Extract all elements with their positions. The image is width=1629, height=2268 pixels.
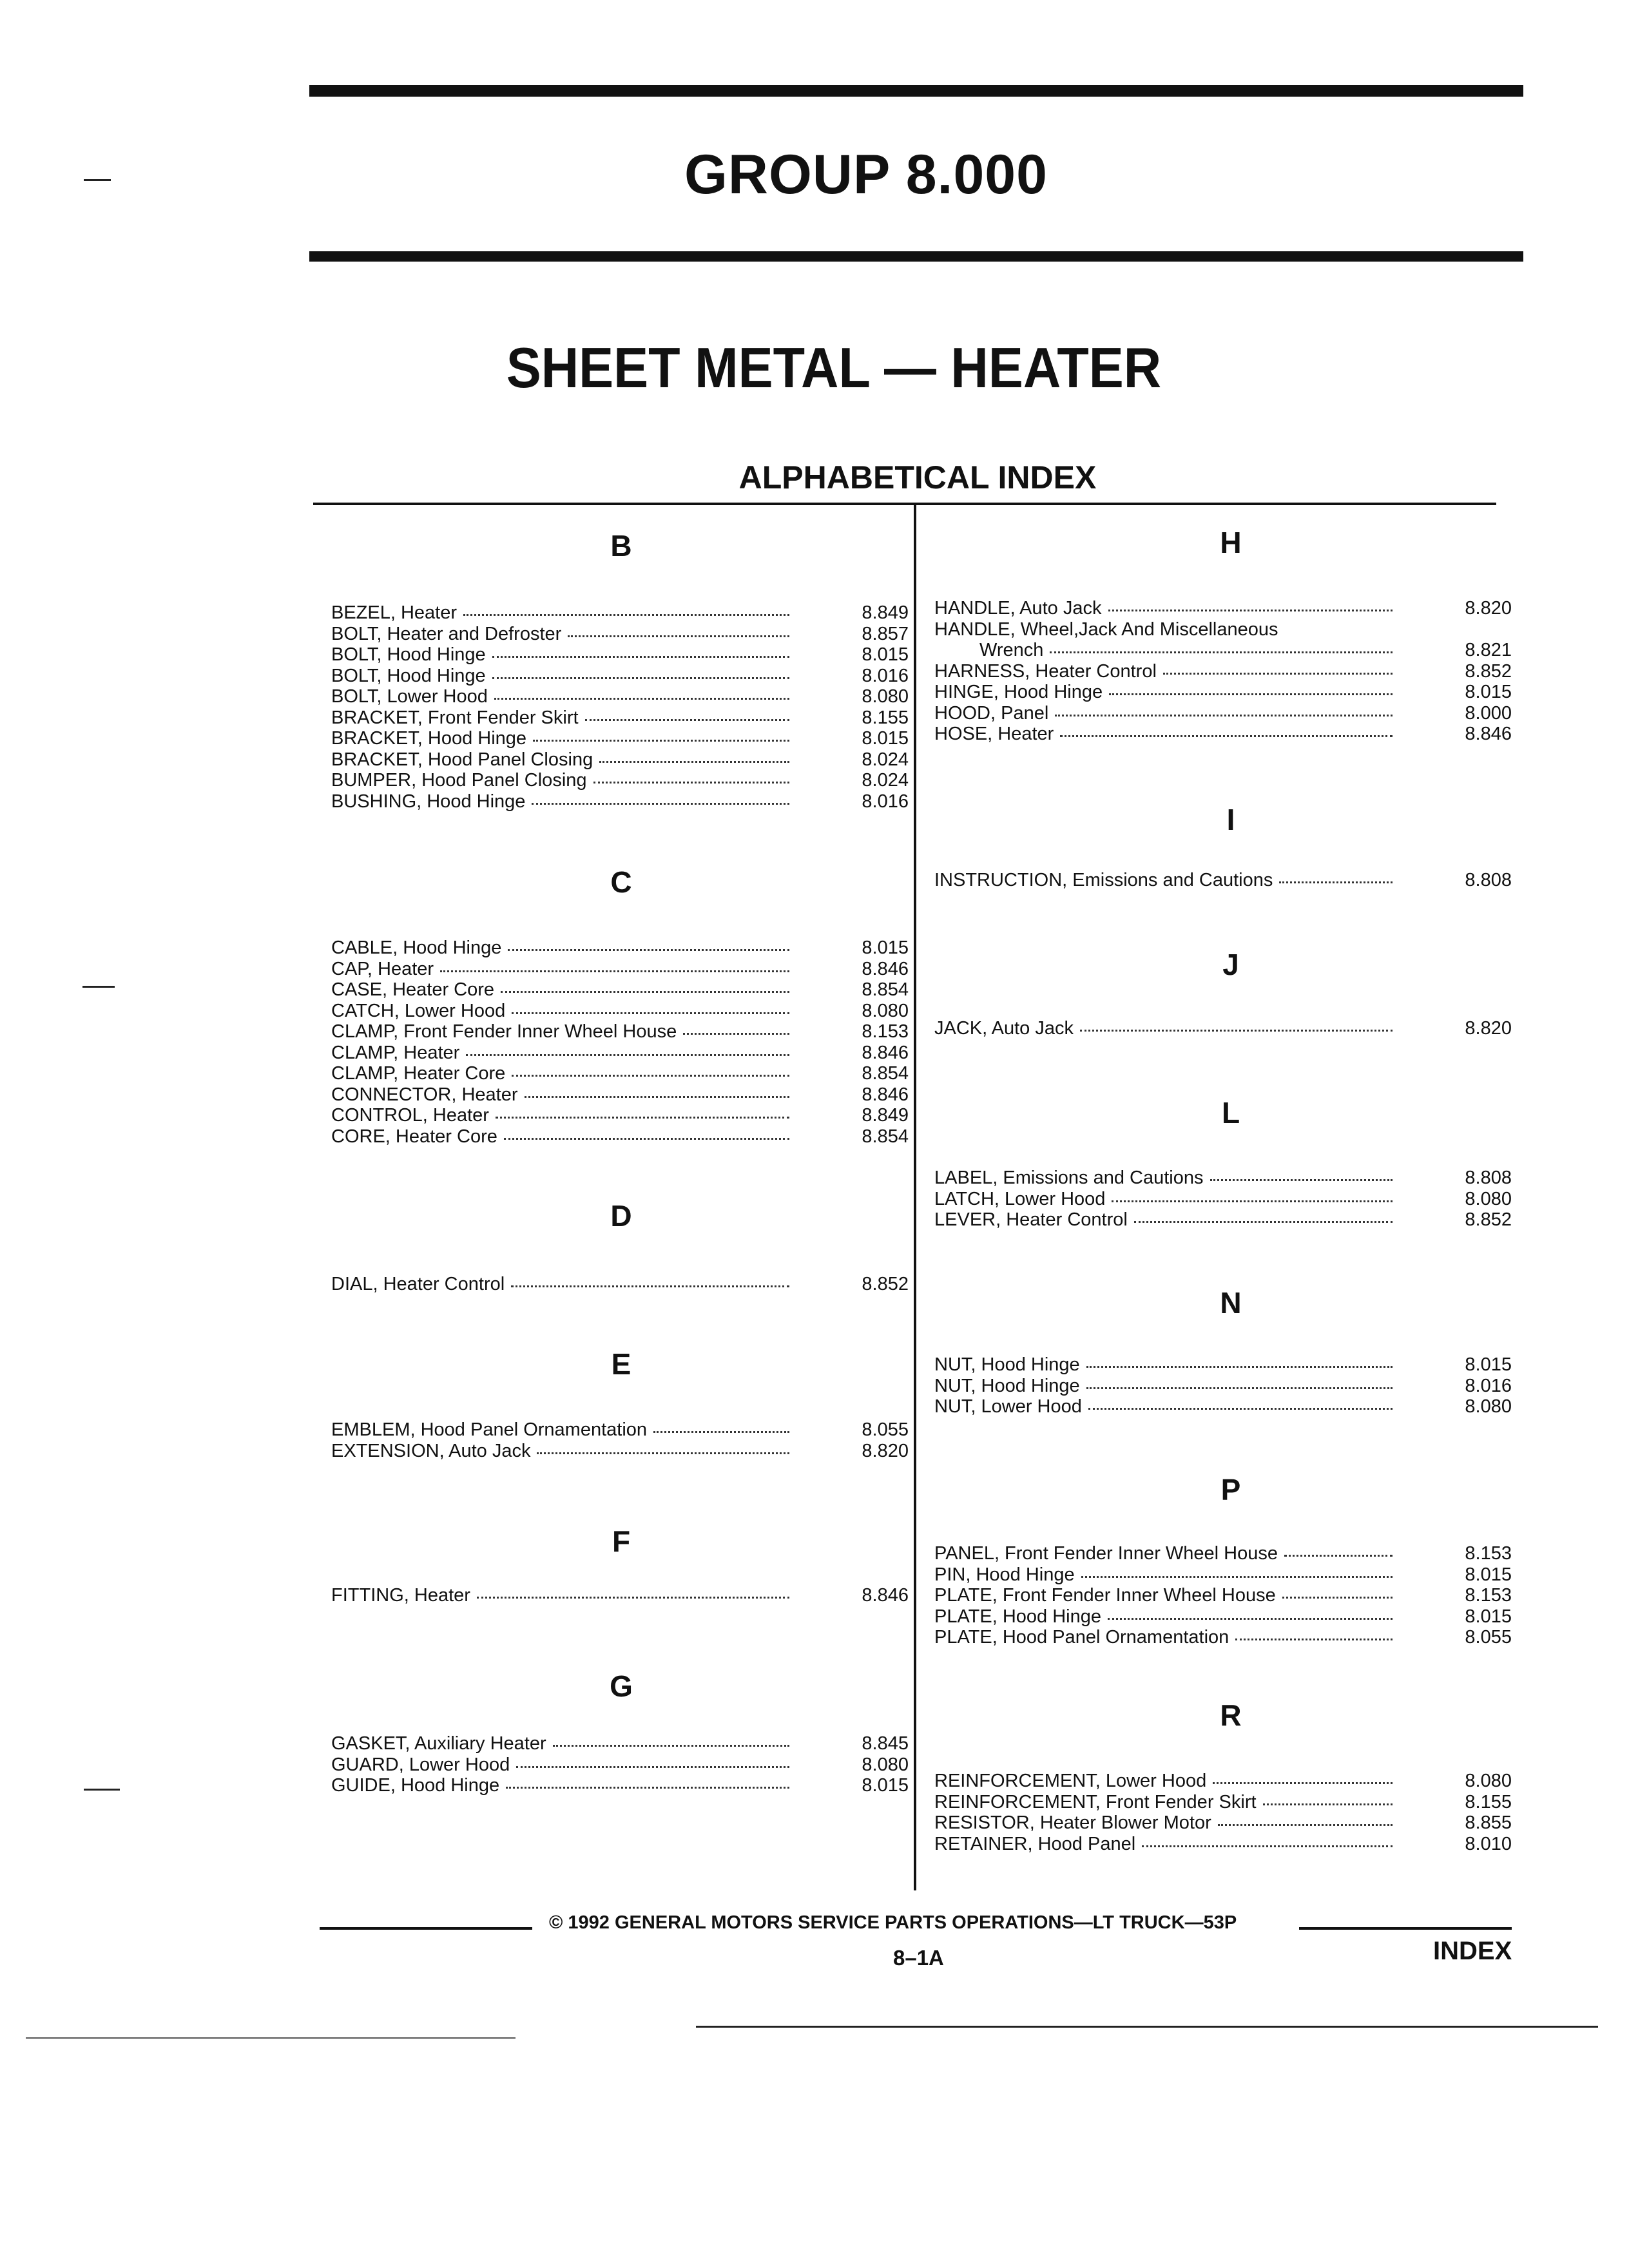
index-entry (331, 1021, 909, 1042)
entry-text: PANEL, Front Fender Inner Wheel House (934, 1543, 1278, 1564)
entry-text: BRACKET, Hood Panel Closing (331, 749, 593, 770)
index-entry (331, 1043, 909, 1063)
section-letter-h: H (1220, 526, 1242, 559)
entry-reference: 8.055 (1465, 1627, 1512, 1648)
section-letter-e: E (611, 1347, 631, 1381)
index-entry (331, 1733, 909, 1754)
section-letter-l: L (1221, 1096, 1240, 1129)
dot-leader (1235, 1637, 1393, 1640)
scan-bottom-line-right (696, 2026, 1598, 2028)
index-entry (331, 1084, 909, 1105)
index-entry (331, 686, 909, 707)
entry-reference: 8.015 (1465, 682, 1512, 702)
entry-text: EMBLEM, Hood Panel Ornamentation (331, 1419, 648, 1440)
dot-leader (506, 1785, 789, 1789)
entry-text: RETAINER, Hood Panel (934, 1833, 1136, 1854)
sheet-title: SHEET METAL — HEATER (506, 336, 1162, 399)
section-letter-n: N (1220, 1286, 1242, 1320)
entry-text: RESISTOR, Heater Blower Motor (934, 1812, 1211, 1833)
index-entry (934, 1018, 1512, 1039)
dot-leader (525, 1094, 789, 1098)
entry-text: CLAMP, Heater (331, 1042, 460, 1063)
section-letter-i: I (1226, 803, 1235, 836)
index-entry (331, 644, 909, 665)
entry-text: LATCH, Lower Hood (934, 1188, 1106, 1209)
entry-text: HOOD, Panel (934, 702, 1049, 724)
dot-leader (1284, 1553, 1393, 1557)
entry-reference: 8.849 (862, 1105, 909, 1126)
entry-reference: 8.808 (1465, 1168, 1512, 1188)
section-letter-f: F (612, 1524, 631, 1558)
entry-text: HINGE, Hood Hinge (934, 682, 1103, 702)
entry-reference: 8.821 (1465, 640, 1512, 660)
entry-text: CORE, Heater Core (331, 1126, 497, 1147)
dot-leader (1081, 1574, 1393, 1578)
entry-reference: 8.155 (862, 707, 909, 728)
entry-reference: 8.016 (862, 665, 909, 686)
entry-text: BRACKET, Front Fender Skirt (331, 707, 579, 728)
dot-leader (1282, 1595, 1393, 1599)
entry-text: HANDLE, Wheel,Jack And Miscellaneous (934, 619, 1278, 640)
entry-text: CLAMP, Heater Core (331, 1063, 506, 1084)
dot-leader (477, 1595, 789, 1599)
index-entry (934, 1627, 1512, 1648)
entry-reference: 8.846 (862, 958, 909, 979)
dot-leader (533, 738, 789, 742)
entry-text: BUSHING, Hood Hinge (331, 791, 526, 812)
dot-leader (463, 612, 789, 616)
entry-reference: 8.845 (862, 1733, 909, 1754)
entry-text: BOLT, Hood Hinge (331, 665, 486, 686)
dot-leader (512, 1073, 789, 1077)
index-entry (934, 661, 1512, 682)
dot-leader (492, 675, 789, 679)
entry-text: CONTROL, Heater (331, 1105, 489, 1126)
entry-reference: 8.849 (862, 602, 909, 623)
entry-text: PLATE, Hood Panel Ornamentation (934, 1627, 1229, 1648)
entry-reference: 8.080 (1465, 1188, 1512, 1209)
index-entry (934, 1585, 1512, 1606)
entry-text: LEVER, Heater Control (934, 1209, 1128, 1230)
entry-text: INSTRUCTION, Emissions and Cautions (934, 870, 1273, 890)
entry-reference: 8.024 (862, 770, 909, 791)
index-entry (934, 619, 1512, 640)
section-letter-j: J (1222, 948, 1239, 981)
entry-reference: 8.153 (862, 1021, 909, 1042)
dot-leader (516, 1764, 789, 1768)
index-entry (934, 1168, 1512, 1188)
dot-leader (568, 633, 789, 637)
index-entry (331, 1001, 909, 1021)
index-entry (331, 666, 909, 686)
page-number: 8–1A (893, 1946, 944, 1970)
dot-leader (512, 1010, 789, 1014)
dot-leader (1163, 671, 1393, 675)
entry-reference: 8.016 (862, 791, 909, 812)
dot-leader (1142, 1843, 1393, 1847)
entry-text: HOSE, Heater (934, 724, 1054, 744)
dot-leader (1109, 691, 1393, 695)
entry-text: GUIDE, Hood Hinge (331, 1775, 500, 1796)
dot-leader (593, 780, 789, 783)
index-entry (934, 1771, 1512, 1791)
entry-text: JACK, Auto Jack (934, 1018, 1074, 1039)
entry-reference: 8.024 (862, 749, 909, 770)
entry-text: BOLT, Hood Hinge (331, 644, 486, 665)
entry-reference: 8.055 (862, 1419, 909, 1440)
index-entry (934, 1812, 1512, 1833)
index-entry (934, 1834, 1512, 1854)
index-entry (934, 1792, 1512, 1812)
index-entry (331, 791, 909, 812)
dot-leader (496, 1115, 789, 1119)
dot-leader (1055, 713, 1393, 716)
index-entry (934, 682, 1512, 702)
dot-leader (466, 1052, 789, 1056)
entry-reference: 8.854 (862, 1063, 909, 1084)
dot-leader (553, 1743, 789, 1747)
dot-leader (1279, 879, 1393, 883)
entry-reference: 8.857 (862, 623, 909, 644)
entry-text: CABLE, Hood Hinge (331, 937, 502, 958)
entry-text: BOLT, Heater and Defroster (331, 623, 562, 644)
dot-leader (532, 801, 789, 805)
dot-leader (501, 989, 789, 993)
entry-text: CAP, Heater (331, 958, 434, 979)
entry-reference: 8.015 (862, 1775, 909, 1796)
index-entry (331, 1419, 909, 1440)
section-letter-c: C (610, 865, 632, 899)
entry-reference: 8.808 (1465, 870, 1512, 890)
index-entry (331, 1126, 909, 1147)
index-entry (331, 770, 909, 791)
index-entry (331, 1274, 909, 1294)
dot-leader (494, 696, 789, 700)
index-entry (331, 1754, 909, 1775)
entry-text: BOLT, Lower Hood (331, 686, 488, 707)
entry-reference: 8.155 (1465, 1791, 1512, 1812)
entry-reference: 8.015 (862, 644, 909, 665)
entry-text: CATCH, Lower Hood (331, 1000, 506, 1021)
dot-leader (1086, 1364, 1393, 1368)
dot-leader (1080, 1028, 1393, 1032)
entry-reference: 8.852 (1465, 660, 1512, 682)
entry-text: REINFORCEMENT, Front Fender Skirt (934, 1791, 1257, 1812)
index-entry (331, 624, 909, 644)
dot-leader (1060, 733, 1393, 737)
entry-text: PIN, Hood Hinge (934, 1564, 1075, 1585)
index-entry (934, 703, 1512, 724)
entry-reference: 8.000 (1465, 702, 1512, 724)
group-title: GROUP 8.000 (684, 144, 1048, 206)
section-letter-p: P (1220, 1473, 1241, 1506)
entry-reference: 8.015 (862, 728, 909, 749)
index-entry (934, 870, 1512, 890)
scan-bottom-line-left (26, 2037, 516, 2039)
dot-leader (1108, 608, 1393, 611)
dot-leader (1263, 1802, 1393, 1805)
index-entry (934, 1376, 1512, 1396)
dot-leader (1112, 1198, 1393, 1202)
entry-reference: 8.015 (1465, 1354, 1512, 1375)
entry-text: EXTENSION, Auto Jack (331, 1440, 531, 1461)
dot-leader (537, 1450, 789, 1454)
entry-reference: 8.820 (1465, 1018, 1512, 1039)
entry-reference: 8.846 (862, 1042, 909, 1063)
entry-reference: 8.854 (862, 1126, 909, 1147)
index-entry (331, 707, 909, 728)
index-entry (331, 979, 909, 1000)
entry-reference: 8.010 (1465, 1833, 1512, 1854)
index-entry (331, 1063, 909, 1084)
entry-reference: 8.015 (1465, 1606, 1512, 1627)
entry-reference: 8.846 (862, 1585, 909, 1606)
entry-text: LABEL, Emissions and Cautions (934, 1168, 1204, 1188)
dot-leader (492, 654, 789, 658)
dot-leader (585, 717, 789, 721)
entry-reference: 8.855 (1465, 1812, 1512, 1833)
entry-text: CLAMP, Front Fender Inner Wheel House (331, 1021, 677, 1042)
index-entry (331, 749, 909, 770)
footer-left-rule (320, 1927, 532, 1930)
index-entry (934, 1189, 1512, 1209)
scan-mark-bottom (84, 1789, 120, 1791)
section-label: INDEX (1433, 1937, 1512, 1965)
entry-reference: 8.015 (862, 937, 909, 958)
dot-leader (1088, 1406, 1393, 1410)
index-title: ALPHABETICAL INDEX (738, 459, 1097, 495)
footer-copyright: © 1992 GENERAL MOTORS SERVICE PARTS OPERATIONS—LT TRUCK—53P (549, 1912, 1237, 1933)
index-entry (934, 724, 1512, 744)
entry-text: NUT, Hood Hinge (934, 1375, 1080, 1396)
entry-text: GUARD, Lower Hood (331, 1754, 510, 1775)
index-entry (331, 1585, 909, 1606)
index-entry (934, 1354, 1512, 1375)
entry-text: HARNESS, Heater Control (934, 660, 1157, 682)
entry-reference: 8.852 (1465, 1209, 1512, 1230)
entry-text: BEZEL, Heater (331, 602, 458, 623)
dot-leader (1218, 1822, 1393, 1826)
entry-text: Wrench (979, 640, 1044, 660)
entry-reference: 8.080 (862, 686, 909, 707)
dot-leader (1213, 1780, 1393, 1784)
entry-text: BRACKET, Hood Hinge (331, 728, 527, 749)
entry-reference: 8.852 (862, 1274, 909, 1294)
entry-text: PLATE, Hood Hinge (934, 1606, 1101, 1627)
entry-reference: 8.080 (1465, 1396, 1512, 1417)
entry-text: CONNECTOR, Heater (331, 1084, 518, 1105)
index-entry (934, 1396, 1512, 1417)
entry-text: NUT, Hood Hinge (934, 1354, 1080, 1375)
scan-mark-top (84, 179, 111, 181)
entry-reference: 8.016 (1465, 1375, 1512, 1396)
index-entry (934, 1564, 1512, 1585)
dot-leader (440, 968, 789, 972)
dot-leader (511, 1283, 789, 1287)
entry-reference: 8.015 (1465, 1564, 1512, 1585)
footer-right-rule (1299, 1927, 1512, 1930)
section-letter-r: R (1220, 1698, 1242, 1732)
entry-reference: 8.080 (862, 1754, 909, 1775)
dot-leader (599, 759, 789, 763)
entry-text: PLATE, Front Fender Inner Wheel House (934, 1585, 1276, 1606)
index-entry (331, 937, 909, 958)
section-letter-g: G (610, 1669, 633, 1703)
entry-reference: 8.820 (862, 1440, 909, 1461)
entry-reference: 8.153 (1465, 1585, 1512, 1606)
entry-reference: 8.846 (862, 1084, 909, 1105)
dot-leader (1108, 1616, 1393, 1620)
entry-reference: 8.854 (862, 979, 909, 1000)
index-entry (331, 1775, 909, 1796)
index-entry (331, 959, 909, 979)
section-letter-d: D (610, 1199, 632, 1233)
entry-reference: 8.080 (1465, 1771, 1512, 1791)
dot-leader (1086, 1385, 1393, 1389)
entry-text: CASE, Heater Core (331, 979, 495, 1000)
entry-text: DIAL, Heater Control (331, 1274, 505, 1294)
dot-leader (1134, 1219, 1393, 1223)
entry-text: GASKET, Auxiliary Heater (331, 1733, 546, 1754)
index-entry (331, 1105, 909, 1126)
entry-text: HANDLE, Auto Jack (934, 598, 1102, 619)
index-entry (934, 1209, 1512, 1230)
entry-reference: 8.153 (1465, 1543, 1512, 1564)
index-entry (934, 598, 1512, 619)
entry-text: REINFORCEMENT, Lower Hood (934, 1771, 1207, 1791)
dot-leader (1285, 631, 1393, 633)
dot-leader (504, 1136, 789, 1140)
dot-leader (1210, 1177, 1393, 1181)
index-entry (331, 602, 909, 623)
index-entry (934, 640, 1512, 660)
dot-leader (508, 947, 789, 951)
column-divider (914, 505, 916, 1890)
index-entry (934, 1606, 1512, 1627)
dot-leader (683, 1031, 789, 1035)
section-letter-b: B (610, 529, 632, 562)
entry-reference: 8.846 (1465, 724, 1512, 744)
dot-leader (1050, 649, 1393, 653)
index-entry (331, 728, 909, 749)
index-entry (331, 1441, 909, 1461)
entry-text: NUT, Lower Hood (934, 1396, 1082, 1417)
entry-text: FITTING, Heater (331, 1585, 470, 1606)
scan-mark-middle (82, 986, 115, 988)
dot-leader (653, 1429, 789, 1433)
entry-text: BUMPER, Hood Panel Closing (331, 770, 587, 791)
index-entry (934, 1543, 1512, 1564)
entry-reference: 8.820 (1465, 598, 1512, 619)
entry-reference: 8.080 (862, 1000, 909, 1021)
